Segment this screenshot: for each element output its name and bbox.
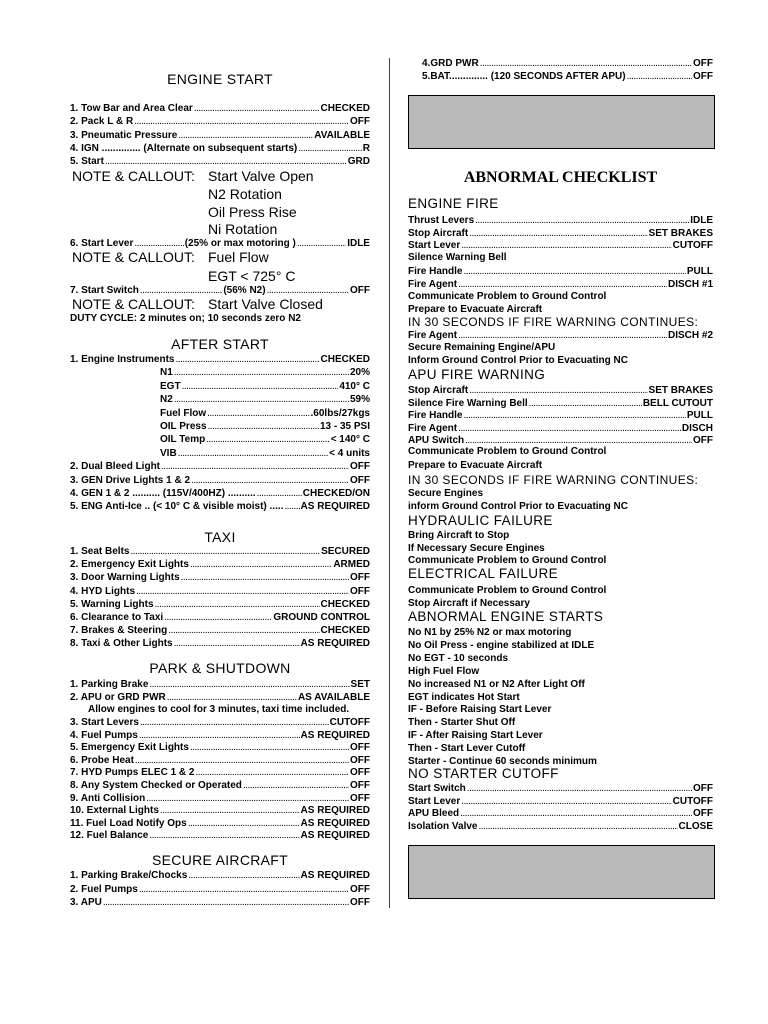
- item-label: Start Lever: [408, 240, 461, 252]
- item-label: Stop Aircraft: [408, 385, 469, 396]
- item-label: Fuel Flow: [160, 407, 207, 419]
- checklist-row: [70, 500, 370, 513]
- checklist-row: [70, 460, 370, 473]
- item-value: CHECKED/ON: [302, 488, 370, 499]
- item-value: < 140° C: [330, 434, 370, 446]
- checklist-row: [160, 366, 370, 379]
- apu-fire-heading: APU FIRE WARNING: [408, 367, 546, 382]
- checklist-row: [408, 795, 713, 808]
- checklist-row: Fire Agent ..... DISCH #2: [408, 329, 713, 342]
- checklist-row: [408, 265, 713, 278]
- item-value: PULL: [686, 266, 713, 277]
- item-value: AVAILABLE: [314, 129, 370, 141]
- checklist-row: [408, 422, 713, 435]
- step-text: Stop Aircraft if Necessary: [408, 597, 530, 609]
- checklist-row: [70, 545, 370, 558]
- step-text: Communicate Problem to Ground Control: [408, 555, 607, 567]
- checklist-row: [70, 754, 370, 767]
- item-label: 2. Dual Bleed Light: [70, 461, 161, 473]
- item-value: AS REQUIRED: [300, 501, 370, 513]
- item-label: 3. Pneumatic Pressure: [70, 129, 178, 141]
- checklist-row: [70, 611, 370, 624]
- checklist-row: [70, 129, 370, 142]
- checklist-row: [422, 70, 713, 83]
- item-value: OFF: [693, 808, 713, 820]
- item-value: CHECKED: [320, 598, 370, 610]
- item-value: BELL CUTOUT: [642, 397, 713, 409]
- step-text: Secure Remaining Engine/APU: [408, 342, 556, 353]
- note2-line: Fuel Flow: [208, 249, 269, 265]
- checklist-row: [160, 433, 370, 446]
- note-callout-2: NOTE & CALLOUT:: [72, 249, 195, 265]
- item-value: OFF: [693, 783, 713, 794]
- item-value: OFF: [350, 116, 370, 128]
- checklist-row: [160, 420, 370, 433]
- item-label: 5. Warning Lights: [70, 598, 154, 610]
- item-value: OFF: [693, 435, 713, 447]
- condition-text: IN 30 SECONDS IF FIRE WARNING CONTINUES:: [408, 315, 699, 329]
- item-label: Start Lever: [408, 795, 461, 807]
- item-value: SECURED: [321, 546, 370, 557]
- item-label: 1. Seat Belts: [70, 546, 130, 557]
- checklist-row: [160, 393, 370, 406]
- item-label: 5. Emergency Exit Lights: [70, 742, 189, 754]
- checklist-row: [70, 102, 370, 115]
- item-value: ARMED: [333, 559, 370, 571]
- cooldown-note: Allow engines to cool for 3 minutes, taxi time included.: [88, 704, 350, 715]
- step-text: No N1 by 25% N2 or max motoring: [408, 627, 572, 638]
- item-label: 7. HYD Pumps ELEC 1 & 2: [70, 767, 195, 779]
- checklist-row: [70, 792, 370, 805]
- item-value: OFF: [350, 585, 370, 597]
- checklist-row: 6. Start Lever ..... (25% or max motoring ) ..... IDLE: [70, 237, 370, 250]
- checklist-row: [408, 227, 713, 240]
- item-value: GROUND CONTROL: [273, 612, 370, 623]
- abnormal-starts-heading: ABNORMAL ENGINE STARTS: [408, 609, 604, 624]
- item-value: OFF: [350, 754, 370, 766]
- item-value: CHECKED: [320, 354, 370, 365]
- item-value: OFF: [350, 780, 370, 791]
- checklist-row: [160, 447, 370, 460]
- checklist-row: [408, 239, 713, 252]
- checklist-row: [408, 397, 713, 410]
- item-value: OFF: [693, 58, 713, 69]
- checklist-row: [70, 142, 370, 155]
- step-text: Then - Start Lever Cutoff: [408, 743, 526, 755]
- item-label: 6. Probe Heat: [70, 754, 134, 766]
- checklist-row: [408, 782, 713, 795]
- item-label: 1. Tow Bar and Area Clear: [70, 103, 193, 114]
- step-text: No Oil Press - engine stabilized at IDLE: [408, 639, 595, 651]
- item-label: 4. Fuel Pumps: [70, 729, 138, 741]
- item-value: CUTOFF: [329, 717, 370, 728]
- item-value: AS REQUIRED: [300, 830, 370, 842]
- item-label: 12. Fuel Balance: [70, 830, 149, 842]
- item-value: AS REQUIRED: [300, 729, 370, 741]
- checklist-row: [70, 883, 370, 896]
- item-label: 6. Clearance to Taxi: [70, 612, 164, 623]
- item-label: OIL Temp: [160, 434, 206, 446]
- checklist-row: [70, 804, 370, 817]
- item-label: OIL Press: [160, 421, 207, 432]
- step-text: Communicate Problem to Ground Control: [408, 291, 607, 302]
- item-label: 1. Engine Instruments: [70, 354, 175, 365]
- step-text: No EGT - 10 seconds: [408, 652, 509, 664]
- electrical-failure-heading: ELECTRICAL FAILURE: [408, 566, 558, 581]
- item-value: 410° C: [339, 380, 370, 392]
- checklist-row: [160, 407, 370, 420]
- item-value: OFF: [350, 792, 370, 804]
- checklist-row: [160, 380, 370, 393]
- step-text: EGT indicates Hot Start: [408, 691, 520, 703]
- item-label: 4. GEN 1 & 2 .......... (115V/400HZ) ..........: [70, 488, 256, 499]
- checklist-row: [70, 624, 370, 637]
- checklist-row: [70, 474, 370, 487]
- item-label: 3. APU: [70, 897, 102, 909]
- checklist-row: [70, 716, 370, 729]
- item-label: 5.BAT.............. (120 SECONDS AFTER APU): [422, 71, 626, 82]
- item-label: 3. Door Warning Lights: [70, 572, 180, 584]
- item-label: 4. IGN .............. (Alternate on subsequent starts): [70, 142, 298, 154]
- item-label: 3. GEN Drive Lights 1 & 2: [70, 474, 191, 486]
- checklist-row: [70, 115, 370, 128]
- duty-cycle: DUTY CYCLE: 2 minutes on; 10 seconds zero N2: [70, 313, 301, 324]
- item-label: 4. HYD Lights: [70, 585, 136, 597]
- item-label: 4.GRD PWR: [422, 58, 479, 69]
- item-value: OFF: [350, 767, 370, 779]
- note1-line: Ni Rotation: [208, 221, 278, 237]
- item-value: AS REQUIRED: [300, 870, 370, 881]
- step-text: IF - Before Raising Start Lever: [408, 704, 552, 716]
- secure-aircraft-heading: SECURE AIRCRAFT: [152, 852, 288, 868]
- item-value: DISCH: [681, 422, 713, 434]
- item-value: AS REQUIRED: [300, 805, 370, 817]
- checklist-row: [408, 807, 713, 820]
- step-text: IF - After Raising Start Lever: [408, 730, 543, 742]
- step-text: Prepare to Evacuate Aircraft: [408, 304, 543, 315]
- item-value: DISCH #1: [667, 279, 713, 290]
- checklist-row: [408, 820, 713, 833]
- step-text: Starter - Continue 60 seconds minimum: [408, 756, 597, 767]
- condition-text: IN 30 SECONDS IF FIRE WARNING CONTINUES:: [408, 473, 699, 487]
- item-value: OFF: [350, 897, 370, 909]
- step-text: Secure Engines: [408, 488, 484, 499]
- item-label: 5. Start: [70, 156, 104, 168]
- checklist-row: 7. Start Switch ..... (56% N2) ..... OFF: [70, 284, 370, 297]
- checklist-row: [70, 487, 370, 500]
- note2-line: EGT < 725° C: [208, 268, 296, 284]
- item-label: 9. Anti Collision: [70, 792, 146, 804]
- item-value: .60lbs/27kgs: [310, 407, 370, 419]
- checklist-row: [70, 637, 370, 650]
- item-value: GRD: [347, 156, 370, 168]
- item-value: CHECKED: [320, 625, 370, 637]
- note-callout-3: NOTE & CALLOUT:: [72, 296, 195, 312]
- item-value: SET BRAKES: [648, 385, 713, 396]
- note1-line: N2 Rotation: [208, 186, 282, 202]
- item-label: EGT: [160, 380, 181, 392]
- item-value: CUTOFF: [672, 795, 713, 807]
- item-value: OFF: [693, 71, 713, 82]
- checklist-row: [70, 869, 370, 882]
- note1-line: Start Valve Open: [208, 168, 314, 184]
- item-value: OFF: [350, 742, 370, 754]
- step-text: Communicate Problem to Ground Control: [408, 446, 607, 457]
- item-value: CHECKED: [320, 103, 370, 114]
- checklist-row: [70, 571, 370, 584]
- hydraulic-failure-heading: HYDRAULIC FAILURE: [408, 513, 553, 528]
- item-value: R: [362, 142, 370, 154]
- abnormal-checklist-title: ABNORMAL CHECKLIST: [463, 169, 658, 186]
- item-value: AS REQUIRED: [300, 817, 370, 829]
- item-label: Start Switch: [408, 783, 466, 794]
- item-value: AS REQUIRED: [300, 638, 370, 650]
- item-value: PULL: [686, 410, 713, 422]
- column-divider: [389, 58, 390, 908]
- checklist-row: [408, 384, 713, 397]
- item-value: OFF: [350, 572, 370, 584]
- gray-panel: [408, 95, 715, 149]
- item-value: IDLE: [690, 215, 713, 226]
- checklist-row: 1. Parking Brake ..... SET: [70, 678, 370, 691]
- item-label: 2. Fuel Pumps: [70, 883, 138, 895]
- checklist-row: [70, 817, 370, 830]
- checklist-row: [70, 558, 370, 571]
- item-label: 5. ENG Anti-Ice .. (< 10° C & visible moist) .....: [70, 501, 284, 513]
- item-label: APU Switch: [408, 435, 465, 447]
- item-label: Fire Handle: [408, 410, 463, 422]
- checklist-row: [70, 353, 370, 366]
- note3-line: Start Valve Closed: [208, 296, 323, 312]
- step-text: If Necessary Secure Engines: [408, 542, 545, 554]
- item-value: 59%: [349, 394, 370, 406]
- checklist-row: [70, 585, 370, 598]
- item-value: SET BRAKES: [648, 227, 713, 239]
- checklist-row: 2. APU or GRD PWR ..... AS AVAILABLE: [70, 691, 370, 704]
- item-label: VIB: [160, 447, 177, 459]
- item-label: N2: [160, 394, 173, 406]
- checklist-row: [70, 155, 370, 168]
- step-text: Communicate Problem to Ground Control: [408, 585, 607, 596]
- item-label: Isolation Valve: [408, 820, 478, 832]
- step-text: Bring Aircraft to Stop: [408, 530, 510, 541]
- taxi-heading: TAXI: [204, 529, 236, 545]
- no-starter-cutoff-heading: NO STARTER CUTOFF: [408, 766, 559, 781]
- item-label: APU Bleed: [408, 808, 460, 820]
- item-label: Fire Handle: [408, 266, 463, 277]
- note1-line: Oil Press Rise: [208, 204, 297, 220]
- step-text: inform Ground Control Prior to Evacuating NC: [408, 501, 628, 512]
- engine-start-heading: ENGINE START: [167, 71, 273, 87]
- step-text: Inform Ground Control Prior to Evacuating NC: [408, 355, 628, 366]
- engine-fire-heading: ENGINE FIRE: [408, 196, 499, 211]
- item-label: 11. Fuel Load Notify Ops: [70, 817, 187, 829]
- item-value: OFF: [350, 461, 370, 473]
- step-text: No increased N1 or N2 After Light Off: [408, 678, 585, 690]
- step-text: Then - Starter Shut Off: [408, 717, 516, 729]
- checklist-row: [422, 57, 713, 70]
- item-value: 13 - 35 PSI: [319, 421, 370, 432]
- checklist-row: [70, 829, 370, 842]
- item-label: 8. Any System Checked or Operated: [70, 780, 242, 791]
- item-value: CUTOFF: [672, 240, 713, 252]
- checklist-row: [70, 779, 370, 792]
- park-shutdown-heading: PARK & SHUTDOWN: [149, 660, 291, 676]
- step-text: High Fuel Flow: [408, 665, 480, 677]
- item-label: Silence Fire Warning Bell: [408, 397, 528, 409]
- item-label: 2. Emergency Exit Lights: [70, 559, 189, 571]
- step-text: Silence Warning Bell: [408, 252, 507, 263]
- checklist-row: [408, 214, 713, 227]
- checklist-row: [70, 729, 370, 742]
- item-label: 2. Pack L & R: [70, 116, 134, 128]
- checklist-row: [70, 598, 370, 611]
- item-value: OFF: [350, 883, 370, 895]
- note-callout-1: NOTE & CALLOUT:: [72, 168, 195, 184]
- checklist-row: [70, 896, 370, 909]
- item-label: 3. Start Levers: [70, 717, 139, 728]
- checklist-row: [70, 766, 370, 779]
- checklist-row: [408, 278, 713, 291]
- after-start-heading: AFTER START: [171, 336, 269, 352]
- step-text: Prepare to Evacuate Aircraft: [408, 460, 543, 471]
- item-label: 7. Brakes & Steering: [70, 625, 168, 637]
- item-value: < 4 units: [329, 447, 370, 459]
- item-label: Stop Aircraft: [408, 227, 469, 239]
- item-label: N1: [160, 367, 173, 379]
- item-value: CLOSE: [678, 820, 713, 832]
- item-label: 8. Taxi & Other Lights: [70, 638, 173, 650]
- item-value: OFF: [350, 474, 370, 486]
- item-label: Thrust Levers: [408, 215, 475, 226]
- checklist-row: [408, 409, 713, 422]
- checklist-row: [70, 741, 370, 754]
- item-label: Fire Agent: [408, 422, 458, 434]
- item-label: Fire Agent: [408, 279, 458, 290]
- item-label: 10. External Lights: [70, 805, 159, 817]
- gray-panel: [408, 845, 715, 899]
- item-label: 1. Parking Brake/Chocks: [70, 870, 188, 881]
- item-value: 20%: [349, 367, 370, 379]
